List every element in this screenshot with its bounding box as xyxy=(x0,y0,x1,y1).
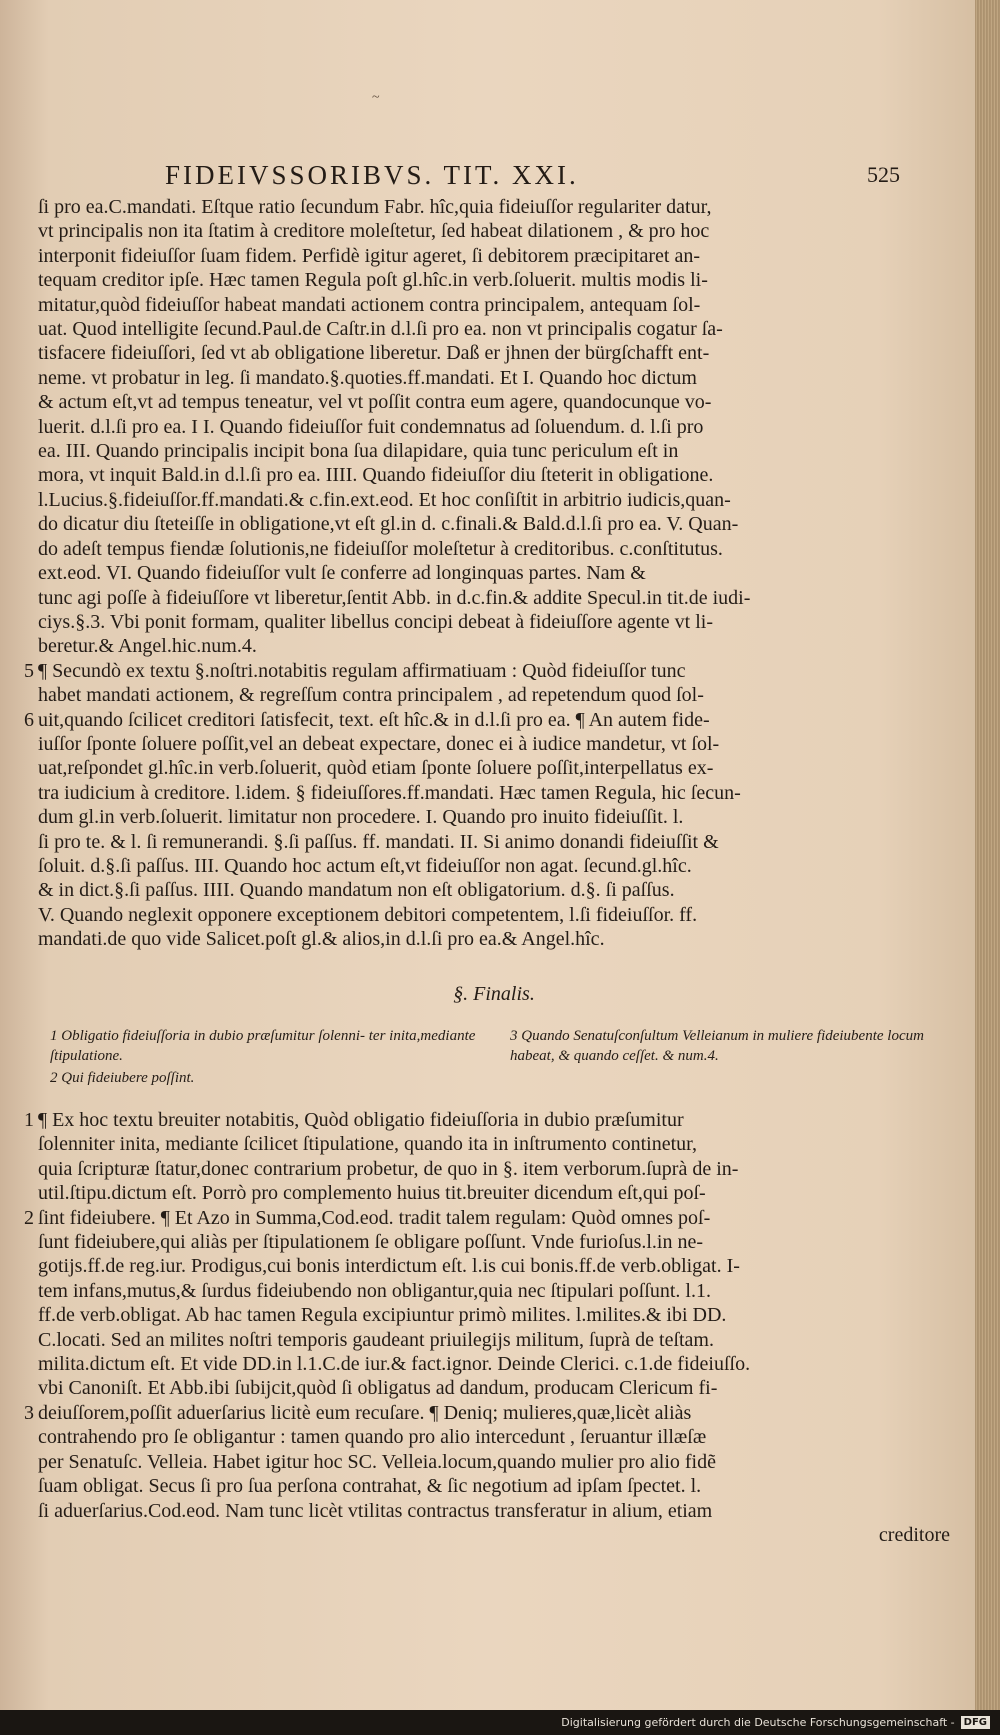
margin-number: 2 xyxy=(24,1206,34,1229)
text-line: mandati.de quo vide Salicet.poſt gl.& alios,in d.l.ſi pro ea.& Angel.hîc. xyxy=(38,928,605,951)
text-line: util.ſtipu.dictum eſt. Porrò pro complemento huius tit.breuiter dicendum eſt,qui poſ- xyxy=(38,1182,706,1205)
text-line: vbi Canoniſt. Et Abb.ibi ſubijcit,quòd ſi obligatus ad dandum, producam Clericum fi- xyxy=(38,1377,718,1400)
digitization-footer xyxy=(0,1710,1000,1735)
text-line: contrahendo pro ſe obligantur : tamen quando pro alio intercedunt , ſeruantur illæſæ xyxy=(38,1426,707,1449)
text-line: tra iudicium à creditore. l.idem. § fideiuſſores.ff.mandati. Hæc tamen Regula, hic ſecun- xyxy=(38,781,741,804)
text-line: & actum eſt,vt ad tempus teneatur, vel vt poſſit contra eum agere, quandocunque vo- xyxy=(38,391,712,414)
text-line: neme. vt probatur in leg. ſi mandato.§.quoties.ff.mandati. Et I. Quando hoc dictum xyxy=(38,366,697,389)
dfg-logo: DFG xyxy=(961,1716,990,1729)
text-line: ſoluit. d.§.ſi paſſus. III. Quando hoc actum eſt,vt fideiuſſor non agat. ſecund.gl.hîc. xyxy=(38,854,692,877)
line-text: deiuſſorem,poſſit aduerſarius licitè eum recuſare. ¶ Deniq; mulieres,quæ,licèt aliàs xyxy=(38,1401,692,1424)
text-line: mora, vt inquit Bald.in d.l.ſi pro ea. IIII. Quando fideiuſſor diu ſteterit in obligatione. xyxy=(38,464,714,487)
summary-list xyxy=(38,1026,950,1090)
summary-item: 3 Quando Senatuſconſultum Velleianum in muliere fideiubente locum habeat, & quando ceſſet. & num.4. xyxy=(510,1028,924,1064)
text-line: l.Lucius.§.fideiuſſor.ff.mandati.& c.fin.ext.eod. Et hoc conſiſtit in arbitrio iudicis,quan- xyxy=(38,488,731,511)
text-line: ſi pro te. & l. ſi remunerandi. §.ſi paſſus. ff. mandati. II. Si animo donandi fideiuſſit & xyxy=(38,830,719,853)
text-line: iuſſor ſponte ſoluere poſſit,vel an debeat expectare, donec ei à iudice mandetur, vt ſol- xyxy=(38,732,720,755)
text-line: ſi aduerſarius.Cod.eod. Nam tunc licèt vtilitas contractus transferatur in alium, etiam xyxy=(38,1499,713,1522)
ink-mark: ~ xyxy=(372,90,380,105)
text-line: ſunt fideiubere,qui aliàs per ſtipulationem ſe obligare poſſunt. Vnde furioſus.l.in ne- xyxy=(38,1231,704,1254)
line-text: ſint fideiubere. ¶ Et Azo in Summa,Cod.eod. tradit talem regulam: Quòd omnes poſ- xyxy=(38,1206,711,1229)
line-text: ¶ Ex hoc textu breuiter notabitis, Quòd obligatio fideiuſſoria in dubio præſumitur xyxy=(38,1109,684,1131)
text-line: ext.eod. VI. Quando fideiuſſor vult ſe conferre ad longinquas partes. Nam & xyxy=(38,562,646,585)
text-line: ſi pro ea.C.mandati. Eſtque ratio ſecundum Fabr. hîc,quia fideiuſſor regulariter datur, xyxy=(38,196,712,218)
line-text: uit,quando ſcilicet creditori ſatisfecit, text. eſt hîc.& in d.l.ſi pro ea. ¶ An autem fide- xyxy=(38,708,710,731)
section-heading: §. Finalis. xyxy=(453,982,535,1005)
summary-item: 2 Qui fideiubere poſſint. xyxy=(50,1070,195,1086)
text-line: do adeſt tempus fiendæ ſolutionis,ne fideiuſſor moleſtetur à creditoribus. c.conſtitutus. xyxy=(38,537,723,560)
text-line: tem infans,mutus,& ſurdus fideiubendo non obligantur,quia nec ſtipulari poſſunt. l.1. xyxy=(38,1279,711,1302)
line-text: ¶ Secundò ex textu §.noſtri.notabitis regulam affirmatiuam : Quòd fideiuſſor tunc xyxy=(38,659,686,682)
text-line: ſuam obligat. Secus ſi pro ſua perſona contrahat, & ſic negotium ad ipſam ſpectet. l. xyxy=(38,1475,702,1498)
text-line: uat. Quod intelligite ſecund.Paul.de Caſtr.in d.l.ſi pro ea. non vt principalis cogatur ſa- xyxy=(38,318,723,341)
summary-item: 1 Obligatio fideiuſſoria in dubio præſumitur ſolenni- ter inita,mediante ſtipulatione. xyxy=(50,1028,476,1064)
text-line xyxy=(24,708,950,732)
page-edge xyxy=(975,0,1000,1710)
text-line: do dicatur diu ſteteiſſe in obligatione,vt eſt gl.in d. c.finali.& Bald.d.l.ſi pro ea. V. Quan- xyxy=(38,513,739,536)
text-line: tisfacere fideiuſſori, ſed vt ab obligatione liberetur. Daß er jhnen der bürgſchafft ent- xyxy=(38,342,710,365)
text-line xyxy=(24,1401,950,1425)
catchword: creditore xyxy=(878,1523,950,1546)
margin-number: 3 xyxy=(24,1401,34,1424)
text-line: V. Quando neglexit opponere exceptionem debitori competentem, l.ſi fideiuſſor. ff. xyxy=(38,903,698,926)
text-line: & in dict.§.ſi paſſus. IIII. Quando mandatum non eſt obligatorium. d.§. ſi paſſus. xyxy=(38,879,675,902)
text-line: mitatur,quòd fideiuſſor habeat mandati actionem contra principalem, antequam ſol- xyxy=(38,293,701,316)
text-line xyxy=(24,1108,950,1132)
running-title: FIDEIVSSORIBVS. TIT. XXI. xyxy=(165,160,579,190)
text-line: uat,reſpondet gl.hîc.in verb.ſoluerit, quòd etiam ſponte ſoluere poſſit,interpellatus ex- xyxy=(38,757,714,780)
text-line: per Senatuſc. Velleia. Habet igitur hoc SC. Velleia.locum,quando mulier pro alio fidẽ xyxy=(38,1450,716,1473)
text-line: interponit fideiuſſor ſuam fidem. Perfidè igitur ageret, ſi debitorem præcipitaret an- xyxy=(38,244,701,267)
text-line: milita.dictum eſt. Et vide DD.in l.1.C.de iur.& fact.ignor. Deinde Clerici. c.1.de fideiuſſo. xyxy=(38,1353,751,1376)
text-line: luerit. d.l.ſi pro ea. I I. Quando fideiuſſor fuit condemnatus ad ſoluendum. d. l.ſi pro xyxy=(38,415,704,438)
running-head xyxy=(150,160,900,196)
text-line xyxy=(24,659,950,683)
text-line: habet mandati actionem, & regreſſum contra principalem , ad repetendum quod ſol- xyxy=(38,684,704,707)
margin-number: 6 xyxy=(24,708,34,731)
text-line xyxy=(24,1206,950,1230)
text-line: beretur.& Angel.hic.num.4. xyxy=(38,635,257,658)
body-text xyxy=(24,195,950,1547)
text-line: ea. III. Quando principalis incipit bona ſua dilapidare, quia tunc periculum eſt in xyxy=(38,440,679,463)
margin-number: 5 xyxy=(24,659,34,682)
page-number: 525 xyxy=(867,162,900,187)
paragraph-2 xyxy=(24,659,950,952)
text-line: ciys.§.3. Vbi ponit formam, qualiter libellus concipi debeat à fideiuſſore agente vt li- xyxy=(38,610,713,633)
text-line: ff.de verb.obligat. Ab hac tamen Regula excipiuntur primò milites. l.milites.& ibi DD. xyxy=(38,1304,727,1327)
text-line: tunc agi poſſe à fideiuſſore vt liberetur,ſentit Abb. in d.c.fin.& addite Specul.in tit.de iudi- xyxy=(38,586,751,609)
text-line: tequam creditor ipſe. Hæc tamen Regula poſt gl.hîc.in verb.ſoluerit. multis modis li- xyxy=(38,269,708,292)
paragraph-1 xyxy=(38,195,950,659)
text-line: C.locati. Sed an milites noſtri temporis gaudeant priuilegijs militum, ſuprà de teſtam. xyxy=(38,1328,714,1351)
text-line: vt principalis non ita ſtatim à creditore moleſtetur, ſed habeat dilationem , & pro hoc xyxy=(38,220,710,243)
text-line: dum gl.in verb.ſoluerit. limitatur non procedere. I. Quando pro inuito fideiuſſit. l. xyxy=(38,806,684,829)
text-line: quia ſcripturæ ſtatur,donec contrarium probetur, de quo in §. item verborum.ſuprà de in- xyxy=(38,1157,739,1180)
margin-number: 1 xyxy=(24,1109,34,1131)
paragraph-3 xyxy=(24,1108,950,1547)
text-line: gotijs.ff.de reg.iur. Prodigus,cui bonis interdictum eſt. l.is cui bonis.ff.de verb.obligat. I- xyxy=(38,1255,740,1278)
text-line: ſolenniter inita, mediante ſcilicet ſtipulatione, quando ita in inſtrumento continetur, xyxy=(38,1133,698,1156)
footer-text: Digitalisierung gefördert durch die Deutsche Forschungsgemeinschaft - xyxy=(561,1716,955,1729)
